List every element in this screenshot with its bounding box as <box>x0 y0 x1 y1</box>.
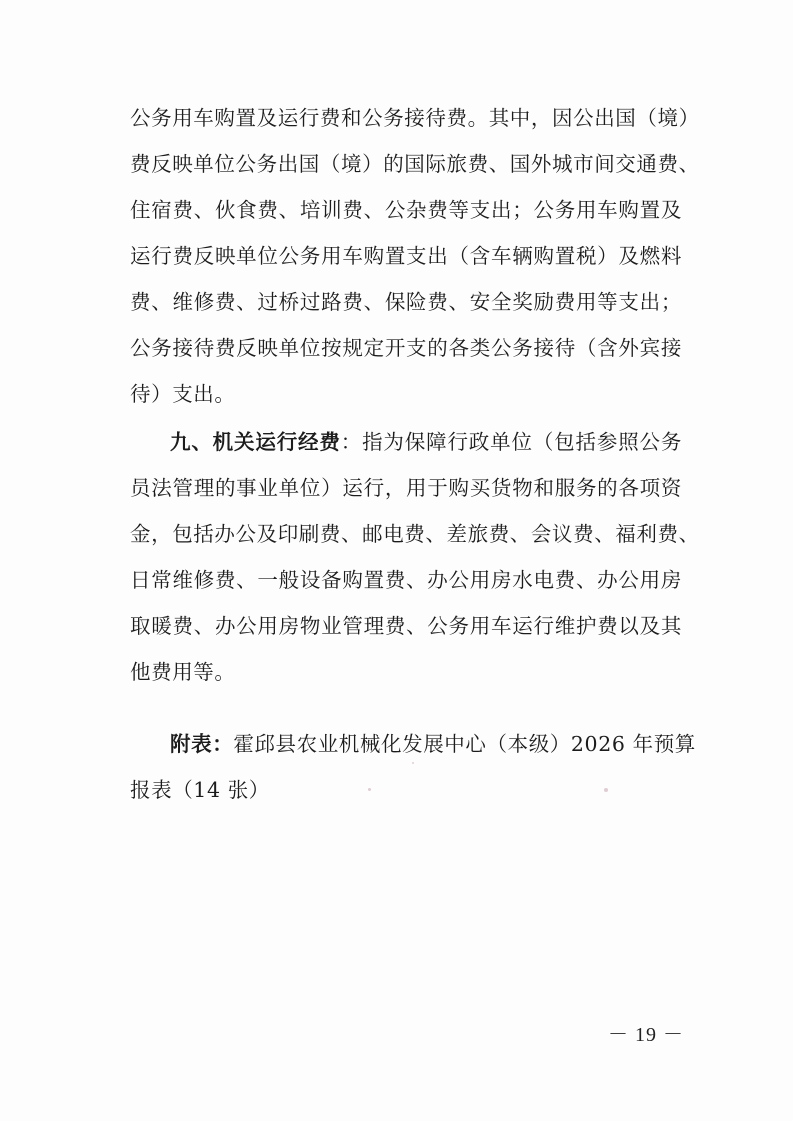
attachment-line-1 <box>170 730 696 758</box>
page-number: － 19 － <box>608 1024 684 1046</box>
paragraph-2-line-2: 员法管理的事业单位）运行，用于购买货物和服务的各项资 <box>130 476 682 500</box>
paragraph-1-line-3: 住宿费、伙食费、培训费、公杂费等支出；公务用车购置及 <box>130 198 682 222</box>
attachment-title: 霍邱县农业机械化发展中心（本级）2026 年预算 <box>233 732 696 756</box>
paragraph-2-line-3: 金，包括办公及印刷费、邮电费、差旅费、会议费、福利费、 <box>130 522 700 546</box>
paragraph-2-line-1-text: ：指为保障行政单位（包括参照公务 <box>340 430 682 454</box>
attachment-label: 附表： <box>170 732 234 756</box>
paragraph-1-line-2: 费反映单位公务出国（境）的国际旅费、国外城市间交通费、 <box>130 152 700 176</box>
paragraph-1-line-6: 公务接待费反映单位按规定开支的各类公务接待（含外宾接 <box>130 336 682 360</box>
scan-speck <box>368 788 371 791</box>
paragraph-2-line-5: 取暖费、办公用房物业管理费、公务用车运行维护费以及其 <box>130 614 682 638</box>
scan-speck <box>604 788 608 792</box>
paragraph-1-line-5: 费、维修费、过桥过路费、保险费、安全奖励费用等支出； <box>130 290 682 314</box>
section-heading: 九、机关运行经费 <box>170 430 341 454</box>
paragraph-2-line-4: 日常维修费、一般设备购置费、办公用房水电费、办公用房 <box>130 568 682 592</box>
paragraph-1-line-7: 待）支出。 <box>130 382 236 406</box>
paragraph-1-line-1: 公务用车购置及运行费和公务接待费。其中，因公出国（境） <box>130 106 700 130</box>
paragraph-1-line-4: 运行费反映单位公务用车购置支出（含车辆购置税）及燃料 <box>130 244 682 268</box>
paragraph-2-line-1 <box>170 428 682 456</box>
attachment-line-2: 报表（14 张） <box>130 778 270 802</box>
scan-speck <box>412 762 414 764</box>
paragraph-2-line-6: 他费用等。 <box>130 660 236 684</box>
